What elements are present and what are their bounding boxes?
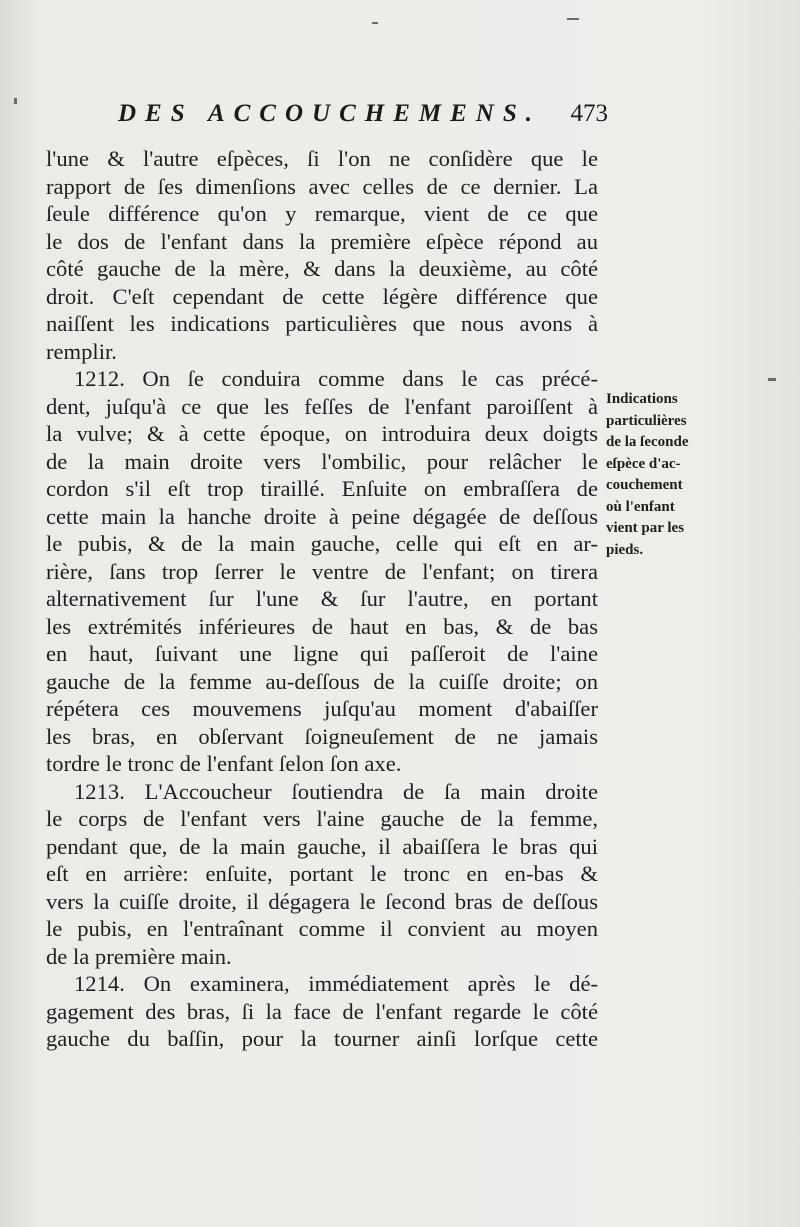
paper-speck [768,378,776,381]
paragraph-1214-start: 1214. On examinera, immédiatement après le dé- [74,971,598,996]
text-line: l'une & l'autre eſpèces, ſi l'on ne conſidère que le [46,146,598,171]
text-line: de la main droite vers l'ombilic, pour relâcher le [46,448,598,474]
paper-speck [14,98,17,104]
margin-note [606,389,714,561]
margin-note-line: vient par les [606,520,685,536]
margin-note-line: Indications [606,391,678,407]
text-line: naiſſent les indications particulières que nous avons à [46,311,598,336]
paper-speck [567,18,579,20]
paragraph-1212-start: 1212. On ſe conduira comme dans le cas précé- [74,366,598,391]
page-header [118,100,608,136]
page-number: 473 [570,100,608,127]
text-line: rapport de ſes dimenſions avec celles de ce dernier. La [46,173,598,199]
text-line: alternativement ſur l'une & ſur l'autre, en portant [46,586,598,611]
text-line: le corps de l'enfant vers l'aine gauche de la femme, [46,806,598,831]
text-line: rière, ſans trop ſerrer le ventre de l'enfant; on tirera [46,558,598,584]
text-line: les extrémités inférieures de haut en bas, & de bas [46,613,598,639]
margin-note-line: où l'enfant [606,498,675,515]
text-line: le pubis, en l'entraînant comme il convient au moyen [46,916,598,941]
text-line: les bras, en obſervant ſoigneuſement de ne jamais [46,723,598,749]
paragraph-1213-start: 1213. L'Accoucheur ſoutiendra de ſa main droite [74,778,598,804]
text-line: le dos de l'enfant dans la première eſpèce répond au [46,228,598,254]
text-line: de la première main. [46,943,232,969]
text-line: gauche de la femme au-deſſous de la cuiſſe droite; on [46,668,598,694]
text-line: cette main la hanche droite à peine dégagée de deſſous [46,503,598,529]
text-line: dent, juſqu'à ce que les feſſes de l'enfant paroiſſent à [46,393,598,419]
text-line: côté gauche de la mère, & dans la deuxième, au côté [46,256,598,281]
main-text [46,145,598,1053]
running-title: DES ACCOUCHEMENS. [118,100,541,127]
paper-speck [372,22,378,24]
margin-note-line: de la ſeconde [606,434,689,450]
text-line: le pubis, & de la main gauche, celle qui eſt en ar- [46,531,598,556]
text-line: gagement des bras, ſi la face de l'enfant regarde le côté [46,998,598,1024]
margin-note-line: eſpèce d'ac- [606,455,681,472]
text-line: pendant que, de la main gauche, il abaiſſera le bras qui [46,833,598,859]
text-line: eſt en arrière: enſuite, portant le tronc en en-bas & [46,861,598,886]
text-line: cordon s'il eſt trop tiraillé. Enſuite on embraſſera de [46,476,598,501]
text-line: vers la cuiſſe droite, il dégagera le ſecond bras de deſſous [46,888,598,914]
text-line: ſeule différence qu'on y remarque, vient de ce que [46,201,598,226]
text-line: tordre le tronc de l'enfant ſelon ſon axe. [46,751,402,776]
text-line: droit. C'eſt cependant de cette légère différence que [46,283,598,309]
margin-note-line: particulières [606,412,687,429]
text-line: gauche du baſſin, pour la tourner ainſi lorſque cette [46,1026,598,1051]
text-line: la vulve; & à cette époque, on introduira deux doigts [46,421,598,446]
text-line: remplir. [46,338,117,364]
margin-note-line: pieds. [606,541,644,558]
margin-note-line: couchement [606,477,683,493]
text-line: en haut, ſuivant une ligne qui paſſeroit de l'aine [46,641,598,666]
text-line: répétera ces mouvemens juſqu'au moment d'abaiſſer [46,696,598,721]
